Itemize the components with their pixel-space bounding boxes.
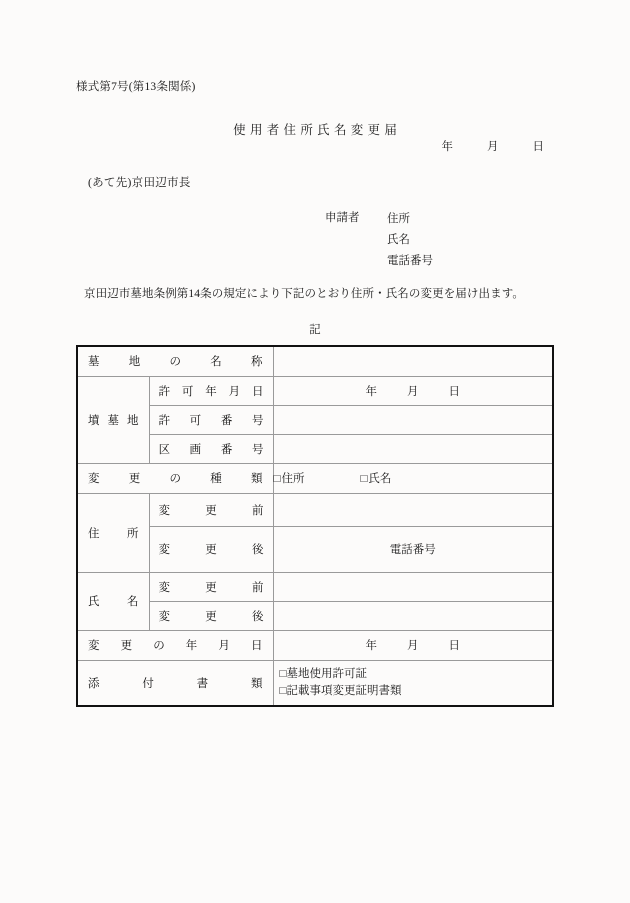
cell-label-permit-date: 許可年月日 [149, 376, 273, 405]
checkbox-attachment-permit[interactable] [280, 666, 553, 683]
cell-label-grave-name: 墓地の名称 [77, 346, 273, 376]
cell-label-attachments: 添付書類 [77, 660, 273, 706]
cell-value-change-date[interactable] [273, 630, 553, 660]
permit-date-day: 日 [448, 385, 460, 398]
submission-date-year: 年 [441, 141, 453, 153]
table-row-change-date [77, 630, 553, 660]
table-row-change-type [77, 463, 553, 493]
cell-value-section-number[interactable] [273, 434, 553, 463]
checkbox-change-type-name[interactable] [360, 473, 391, 485]
cell-value-name-before[interactable] [273, 572, 553, 601]
cell-label-name-group: 氏名 [77, 572, 149, 630]
cell-value-grave-name[interactable] [273, 346, 553, 376]
cell-label-grave-site-group: 墳墓地 [77, 376, 149, 463]
table-row-permit-date [77, 376, 553, 405]
change-date-day: 日 [448, 640, 460, 652]
cell-label-change-date: 変更の年月日 [77, 630, 273, 660]
cell-value-permit-number[interactable] [273, 405, 553, 434]
table-row-grave-name [77, 346, 553, 376]
checkbox-label-attachment-proof: 記載事項変更証明書類 [286, 684, 402, 697]
applicant-field-name: 氏名 [387, 234, 410, 246]
table-row-permit-number [77, 405, 553, 434]
checkbox-attachment-proof[interactable] [280, 683, 553, 700]
checkbox-change-type-address[interactable] [274, 473, 305, 485]
addressee: (あて先)京田辺市長 [88, 177, 191, 189]
applicant-label: 申請者 [325, 212, 360, 224]
checkbox-box-icon: □ [279, 667, 287, 680]
checkbox-label-name: 氏名 [368, 473, 392, 485]
cell-value-address-after[interactable]: 電話番号 [273, 526, 553, 572]
cell-value-permit-date[interactable] [273, 376, 553, 405]
checkbox-box-icon: □ [273, 473, 281, 485]
submission-date-month: 月 [487, 141, 499, 153]
form-number: 様式第7号(第13条関係) [76, 81, 196, 93]
body-statement: 京田辺市墓地条例第14条の規定により下記のとおり住所・氏名の変更を届け出ます。 [84, 288, 524, 300]
table-row-name-before [77, 572, 553, 601]
change-notification-table [76, 345, 554, 707]
checkbox-label-attachment-permit: 墓地使用許可証 [286, 667, 367, 680]
change-date-month: 月 [407, 640, 419, 652]
table-row-attachments [77, 660, 553, 706]
cell-value-change-type [273, 463, 553, 493]
cell-label-address-group: 住所 [77, 493, 149, 572]
change-date-year: 年 [365, 640, 377, 652]
cell-label-name-after: 変更後 [149, 601, 273, 630]
cell-value-address-before[interactable] [273, 493, 553, 526]
checkbox-label-address: 住所 [281, 473, 305, 485]
permit-date-month: 月 [407, 385, 419, 398]
applicant-field-phone: 電話番号 [387, 255, 433, 267]
table-row-address-after [77, 526, 553, 572]
document-title: 使用者住所氏名変更届 [233, 123, 402, 137]
cell-label-name-before: 変更前 [149, 572, 273, 601]
cell-label-section-number: 区画番号 [149, 434, 273, 463]
cell-value-attachments [273, 660, 553, 706]
table-row-address-before [77, 493, 553, 526]
ki-mark: 記 [309, 324, 321, 336]
cell-label-change-type: 変更の種類 [77, 463, 273, 493]
table-row-section-number [77, 434, 553, 463]
submission-date-line [0, 138, 630, 154]
cell-value-name-after[interactable] [273, 601, 553, 630]
applicant-field-address: 住所 [387, 213, 410, 225]
checkbox-box-icon: □ [360, 473, 368, 485]
table-row-name-after [77, 601, 553, 630]
cell-label-address-after: 変更後 [149, 526, 273, 572]
cell-label-permit-number: 許可番号 [149, 405, 273, 434]
attachment-list [274, 661, 553, 705]
submission-date-day: 日 [532, 141, 544, 153]
cell-label-address-before: 変更前 [149, 493, 273, 526]
checkbox-box-icon: □ [279, 684, 287, 697]
applicant-fields [387, 209, 433, 272]
permit-date-year: 年 [365, 385, 377, 398]
